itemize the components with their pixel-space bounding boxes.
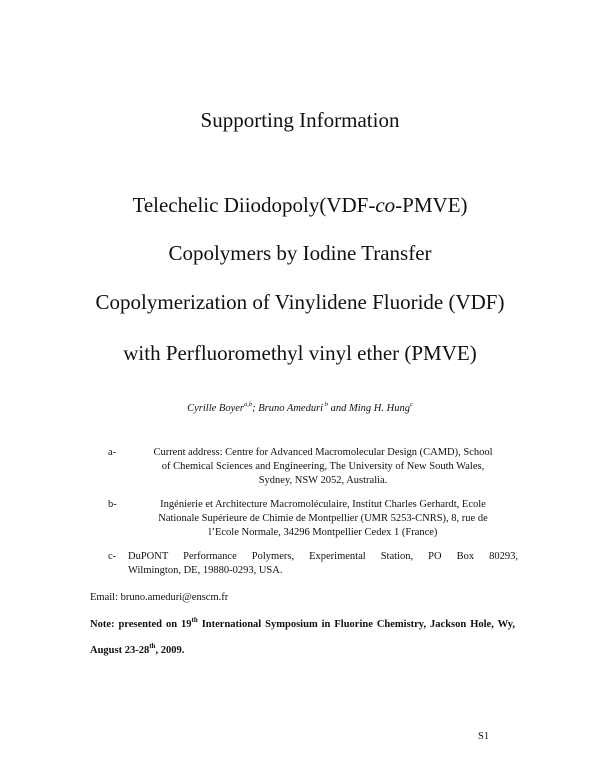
author-name: Bruno Ameduri	[258, 403, 324, 414]
affiliation-line: l’Ecole Normale, 34296 Montpellier Cedex 1 (France)	[208, 527, 438, 538]
title-line-1-pre: Telechelic Diiodopoly(VDF-	[132, 193, 376, 217]
note-ordinal-suffix: th	[149, 642, 156, 650]
author-affiliation-mark: c	[409, 401, 413, 408]
affiliation-line: Sydney, NSW 2052, Australia.	[258, 475, 388, 486]
author-separator: and	[327, 403, 349, 414]
title-line-1-post: -PMVE)	[395, 193, 468, 217]
note-ordinal-suffix: th	[191, 616, 198, 624]
affiliation-c	[108, 550, 518, 578]
affiliation-line: Current address: Centre for Advanced Macromolecular Design (CAMD), School	[153, 447, 493, 458]
conference-note	[90, 612, 515, 664]
note-text: Note: presented on 19	[90, 619, 192, 630]
title-co-italic: co	[375, 193, 396, 217]
author-name: Cyrille Boyer	[187, 403, 244, 414]
affiliation-label: b-	[108, 499, 117, 510]
affiliation-line: DuPONT Performance Polymers, Experimental Station, PO Box 80293,	[128, 551, 518, 562]
author-list	[0, 403, 600, 414]
title-line-1	[0, 193, 600, 217]
affiliation-label: c-	[108, 551, 117, 562]
page-number: S1	[478, 731, 490, 742]
author-affiliation-mark: b	[323, 401, 328, 408]
contact-email: Email: bruno.ameduri@enscm.fr	[90, 592, 229, 603]
note-text: , 2009.	[155, 645, 185, 656]
affiliation-line: Wilmington, DE, 19880-0293, USA.	[128, 565, 283, 576]
author-affiliation-mark: a,b	[244, 401, 253, 408]
affiliation-a	[108, 446, 518, 488]
affiliation-line: Ingénierie et Architecture Macromoléculaire, Institut Charles Gerhardt, Ecole	[160, 499, 486, 510]
affiliation-line: Nationale Supérieure de Chimie de Montpellier (UMR 5253-CNRS), 8, rue de	[158, 513, 488, 524]
affiliation-line: of Chemical Sciences and Engineering, The University of New South Wales,	[161, 461, 485, 472]
title-line-4: with Perfluoromethyl vinyl ether (PMVE)	[123, 341, 477, 365]
affiliation-label: a-	[108, 447, 117, 458]
title-line-2: Copolymers by Iodine Transfer	[168, 241, 432, 265]
author-separator: ;	[252, 403, 259, 414]
supporting-information-heading: Supporting Information	[200, 108, 400, 132]
title-line-3: Copolymerization of Vinylidene Fluoride (VDF)	[95, 290, 505, 314]
author-name: Ming H. Hung	[348, 403, 410, 414]
note-text: International Symposium in Fluorine Chemistry, Jackson Hole, Wy, August 23-28	[90, 619, 515, 656]
affiliation-b	[108, 498, 518, 540]
